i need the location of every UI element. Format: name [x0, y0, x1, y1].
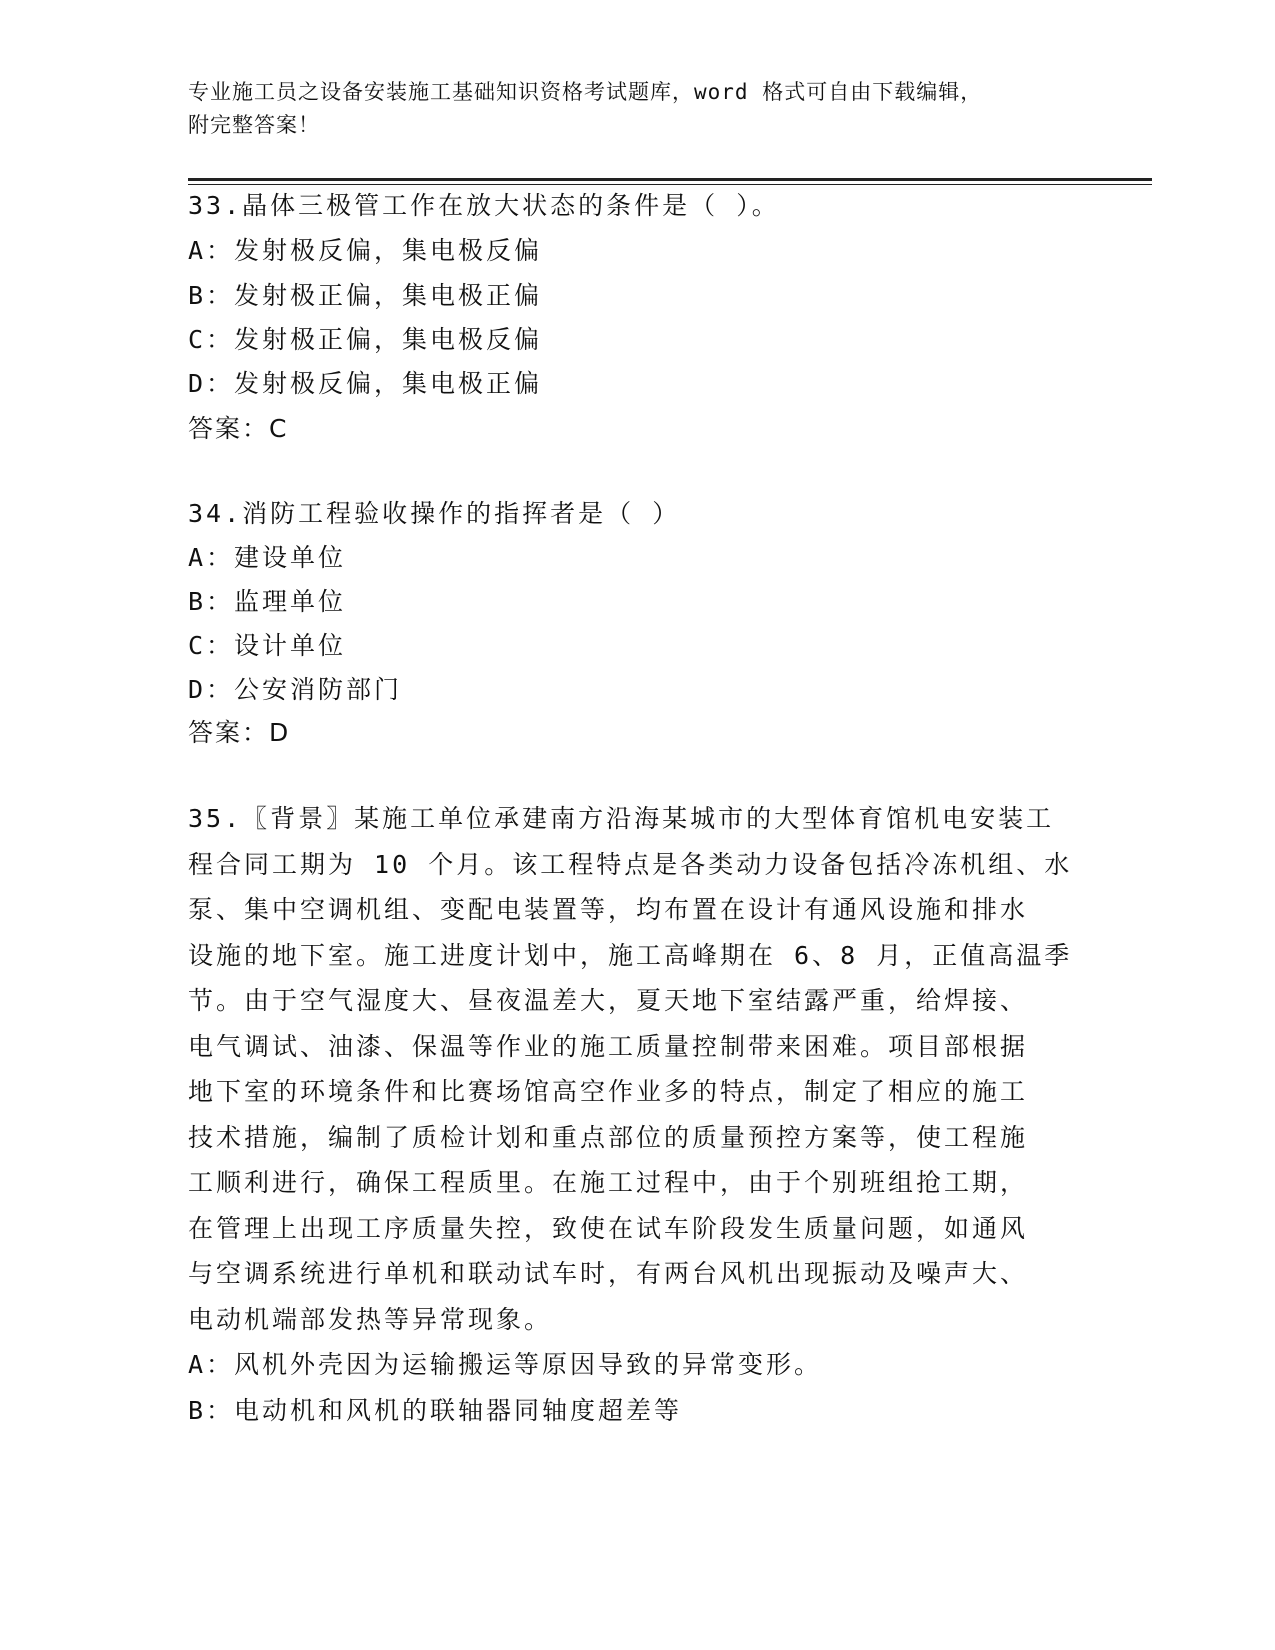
paragraph-line: 电动机端部发热等异常现象。: [188, 1304, 553, 1334]
question-33-option-a: A：发射极反偏，集电极反偏: [188, 236, 543, 265]
paragraph-line: 工顺利进行，确保工程质里。在施工过程中，由于个别班组抢工期，: [188, 1168, 1029, 1197]
document-header: [188, 76, 1068, 142]
question-35-option-a: A：风机外壳因为运输搬运等原因导致的异常变形。: [188, 1350, 823, 1379]
question-33-answer: 答案：C: [188, 414, 289, 443]
question-34-answer: 答案：D: [188, 718, 291, 747]
question-33-option-c: C：发射极正偏，集电极反偏: [188, 325, 543, 354]
paragraph-line: 设施的地下室。施工进度计划中，施工高峰期在 6、8 月，正值高温季: [188, 940, 1073, 970]
header-line-1: 专业施工员之设备安装施工基础知识资格考试题库，word 格式可自由下载编辑，: [188, 80, 983, 104]
paragraph-line: 地下室的环境条件和比赛场馆高空作业多的特点，制定了相应的施工: [188, 1077, 1029, 1106]
paragraph-line: 在管理上出现工序质量失控，致使在试车阶段发生质量问题，如通风: [188, 1213, 1029, 1243]
question-34-text: 34.消防工程验收操作的指挥者是（ ）: [188, 499, 681, 528]
paragraph-line: 与空调系统进行单机和联动试车时，有两台风机出现振动及噪声大、: [188, 1259, 1029, 1288]
paragraph-line: 程合同工期为 10 个月。该工程特点是各类动力设备包括冷冻机组、水: [188, 849, 1073, 879]
question-35-paragraph: [188, 796, 1088, 1433]
question-33-option-b: B：发射极正偏，集电极正偏: [188, 281, 543, 310]
header-divider-thin: [188, 184, 1152, 185]
question-35-option-b: B：电动机和风机的联轴器同轴度超差等: [188, 1395, 683, 1425]
header-line-2: 附完整答案！: [188, 113, 320, 137]
paragraph-line: 35.〖背景〗某施工单位承建南方沿海某城市的大型体育馆机电安装工: [188, 804, 1055, 833]
question-33-text: 33.晶体三极管工作在放大状态的条件是（ ）。: [188, 191, 780, 220]
header-divider-thick: [188, 178, 1152, 181]
paragraph-line: 节。由于空气湿度大、昼夜温差大，夏天地下室结露严重，给焊接、: [188, 986, 1029, 1015]
paragraph-line: 电气调试、油漆、保温等作业的施工质量控制带来困难。项目部根据: [188, 1031, 1029, 1061]
question-34-option-c: C：设计单位: [188, 631, 347, 660]
question-33-option-d: D：发射极反偏，集电极正偏: [188, 369, 543, 398]
paragraph-line: 泵、集中空调机组、变配电装置等，均布置在设计有通风设施和排水: [188, 895, 1029, 924]
question-34-option-b: B：监理单位: [188, 587, 347, 616]
question-34-option-d: D：公安消防部门: [188, 675, 403, 704]
paragraph-line: 技术措施，编制了质检计划和重点部位的质量预控方案等，使工程施: [188, 1122, 1029, 1152]
question-34-option-a: A：建设单位: [188, 543, 347, 572]
